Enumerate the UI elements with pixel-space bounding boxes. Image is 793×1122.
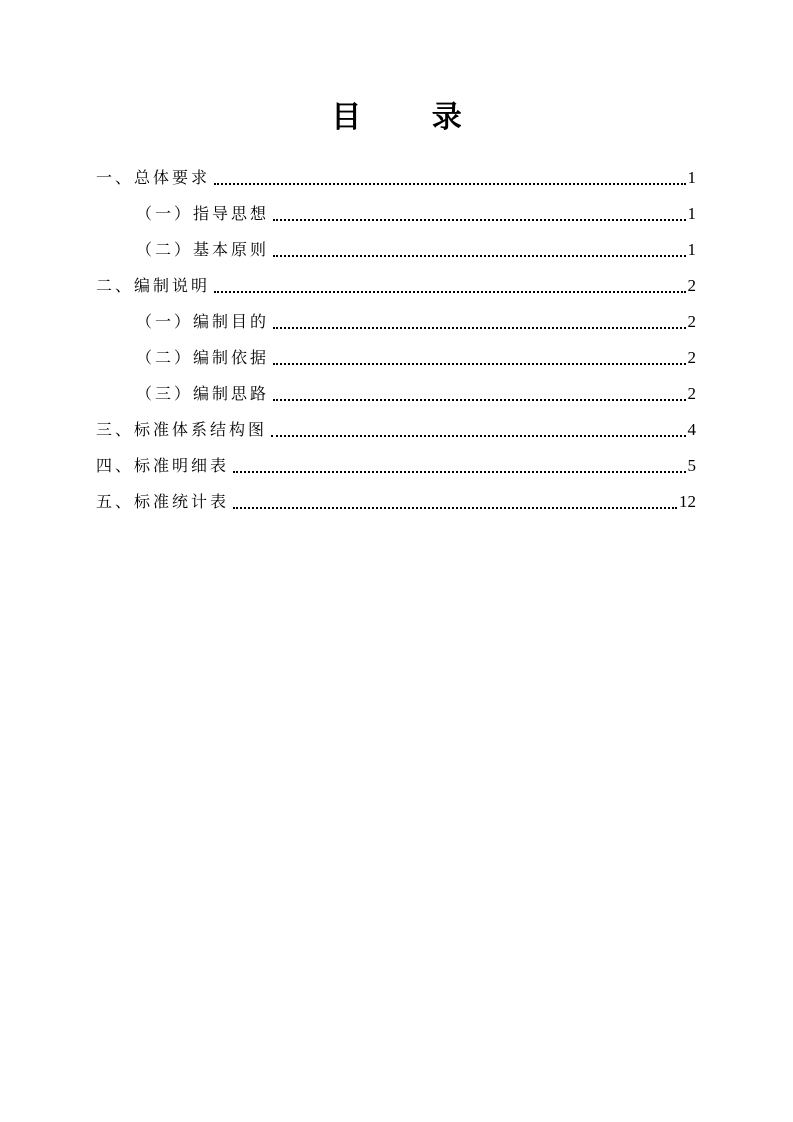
toc-entry-text: 五、标准统计表: [96, 492, 230, 511]
toc-entry-text: （一）编制目的: [136, 312, 270, 331]
toc-dot-leader: [214, 291, 685, 293]
toc-dot-leader: [273, 399, 685, 401]
toc-entry-text: （二）编制依据: [136, 348, 270, 367]
toc-dot-leader: [233, 507, 677, 509]
toc-entry-compilation-purpose[interactable]: [96, 304, 696, 340]
toc-list: [96, 160, 696, 520]
toc-dot-leader: [214, 183, 685, 185]
toc-page-number: 1: [687, 168, 696, 187]
toc-page-number: 2: [687, 276, 696, 295]
toc-entry-text: 四、标准明细表: [96, 456, 230, 475]
toc-dot-leader: [233, 471, 685, 473]
toc-entry-text: （一）指导思想: [136, 204, 270, 223]
toc-dot-leader: [271, 435, 685, 437]
toc-entry-compilation-approach[interactable]: [96, 376, 696, 412]
toc-page-number: 12: [679, 492, 696, 511]
toc-page-number: 2: [687, 348, 696, 367]
toc-page-number: 1: [687, 204, 696, 223]
toc-entry-overall-requirements[interactable]: [96, 160, 696, 196]
toc-entry-text: 一、总体要求: [96, 168, 211, 187]
toc-entry-standards-statistics-table[interactable]: [96, 484, 696, 520]
toc-page-number: 4: [687, 420, 696, 439]
toc-entry-compilation-notes[interactable]: [96, 268, 696, 304]
toc-entry-text: 三、标准体系结构图: [96, 420, 268, 439]
toc-dot-leader: [273, 363, 685, 365]
toc-entry-basic-principles[interactable]: [96, 232, 696, 268]
toc-page-number: 1: [687, 240, 696, 259]
toc-entry-standards-detail-table[interactable]: [96, 448, 696, 484]
toc-page-number: 2: [687, 384, 696, 403]
toc-entry-text: （二）基本原则: [136, 240, 270, 259]
toc-entry-guiding-ideology[interactable]: [96, 196, 696, 232]
toc-entry-text: 二、编制说明: [96, 276, 211, 295]
toc-page-number: 2: [687, 312, 696, 331]
toc-page-number: 5: [687, 456, 696, 475]
toc-dot-leader: [273, 219, 685, 221]
toc-title: 目 录: [331, 100, 492, 135]
toc-entry-text: （三）编制思路: [136, 384, 270, 403]
toc-dot-leader: [273, 255, 685, 257]
toc-entry-compilation-basis[interactable]: [96, 340, 696, 376]
toc-dot-leader: [273, 327, 685, 329]
toc-entry-structure-diagram[interactable]: [96, 412, 696, 448]
